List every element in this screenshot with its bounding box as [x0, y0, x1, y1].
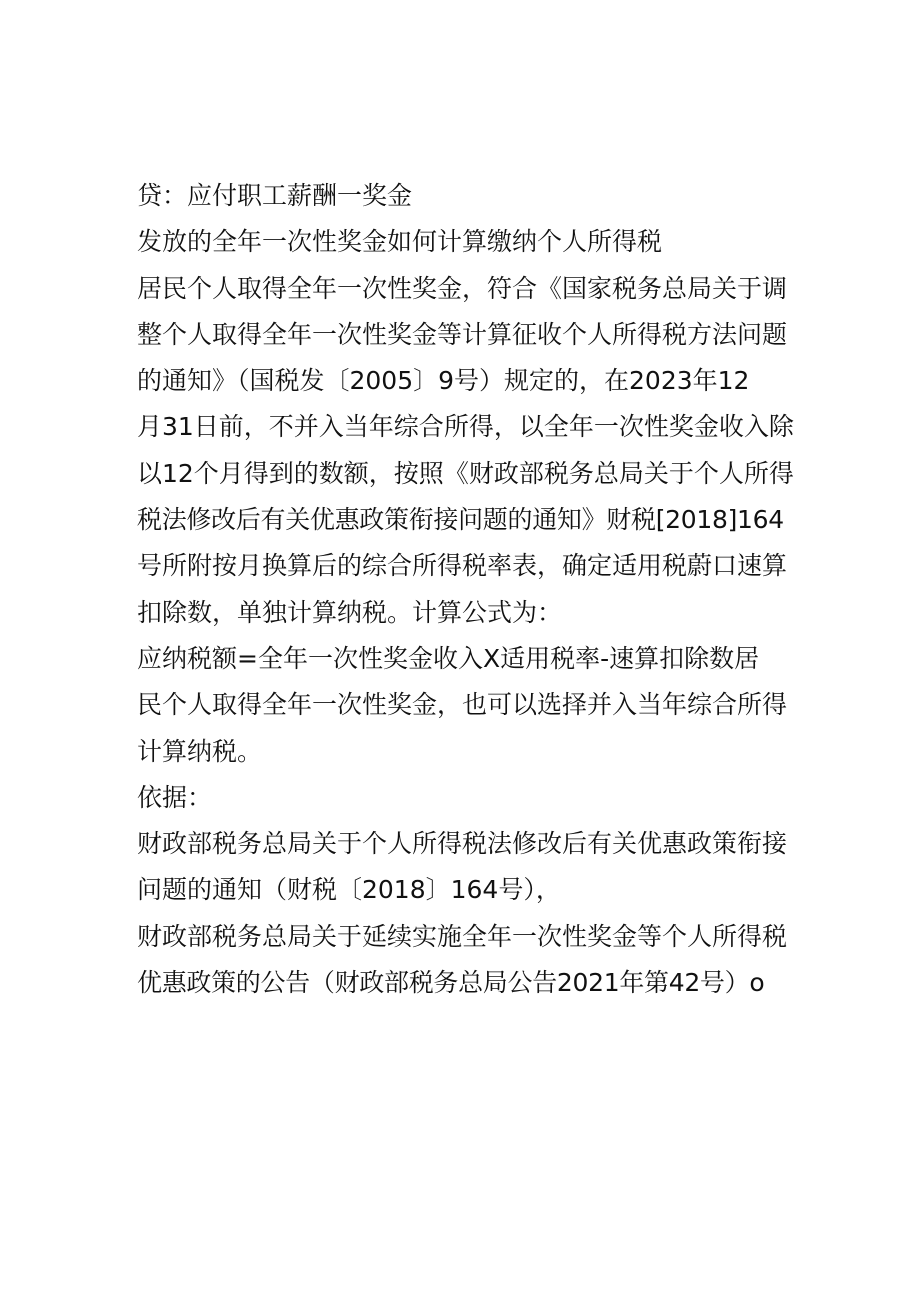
text-line: 计算纳税。	[137, 736, 263, 766]
text-line: 居民个人取得全年一次性奖金，符合《国家税务总局关于调	[137, 273, 788, 303]
text-line: 的通知》（国税发〔2005〕9号）规定的，在2023年12	[137, 366, 750, 396]
text-line: 税法修改后有关优惠政策衔接问题的通知》财税[2018]164	[137, 505, 784, 535]
text-line: 民个人取得全年一次性奖金，也可以选择并入当年综合所得	[137, 690, 788, 720]
text-line: 号所附按月换算后的综合所得税率表，确定适用税蔚口速算	[137, 551, 788, 581]
text-line: 财政部税务总局关于延续实施全年一次性奖金等个人所得税	[137, 921, 788, 951]
text-line: 贷：应付职工薪酬一奖金	[137, 181, 413, 210]
text-line: 以12个月得到的数额，按照《财政部税务总局关于个人所得	[137, 458, 794, 488]
text-line: 问题的通知（财税〔2018〕164号），	[137, 875, 561, 905]
text-line: 扣除数，单独计算纳税。计算公式为：	[137, 597, 563, 627]
text-line: 发放的全年一次性奖金如何计算缴纳个人所得税	[137, 227, 663, 257]
text-line: 优惠政策的公告（财政部税务总局公告2021年第42号）o	[137, 968, 765, 998]
document-body	[137, 173, 794, 1006]
text-line: 整个人取得全年一次性奖金等计算征收个人所得税方法问题	[137, 319, 788, 349]
text-line: 月31日前，不并入当年综合所得，以全年一次性奖金收入除	[137, 412, 794, 442]
text-line: 财政部税务总局关于个人所得税法修改后有关优惠政策衔接	[137, 829, 788, 859]
text-line: 依据：	[137, 782, 213, 812]
text-line: 应纳税额=全年一次性奖金收入X适用税率-速算扣除数居	[137, 643, 760, 673]
